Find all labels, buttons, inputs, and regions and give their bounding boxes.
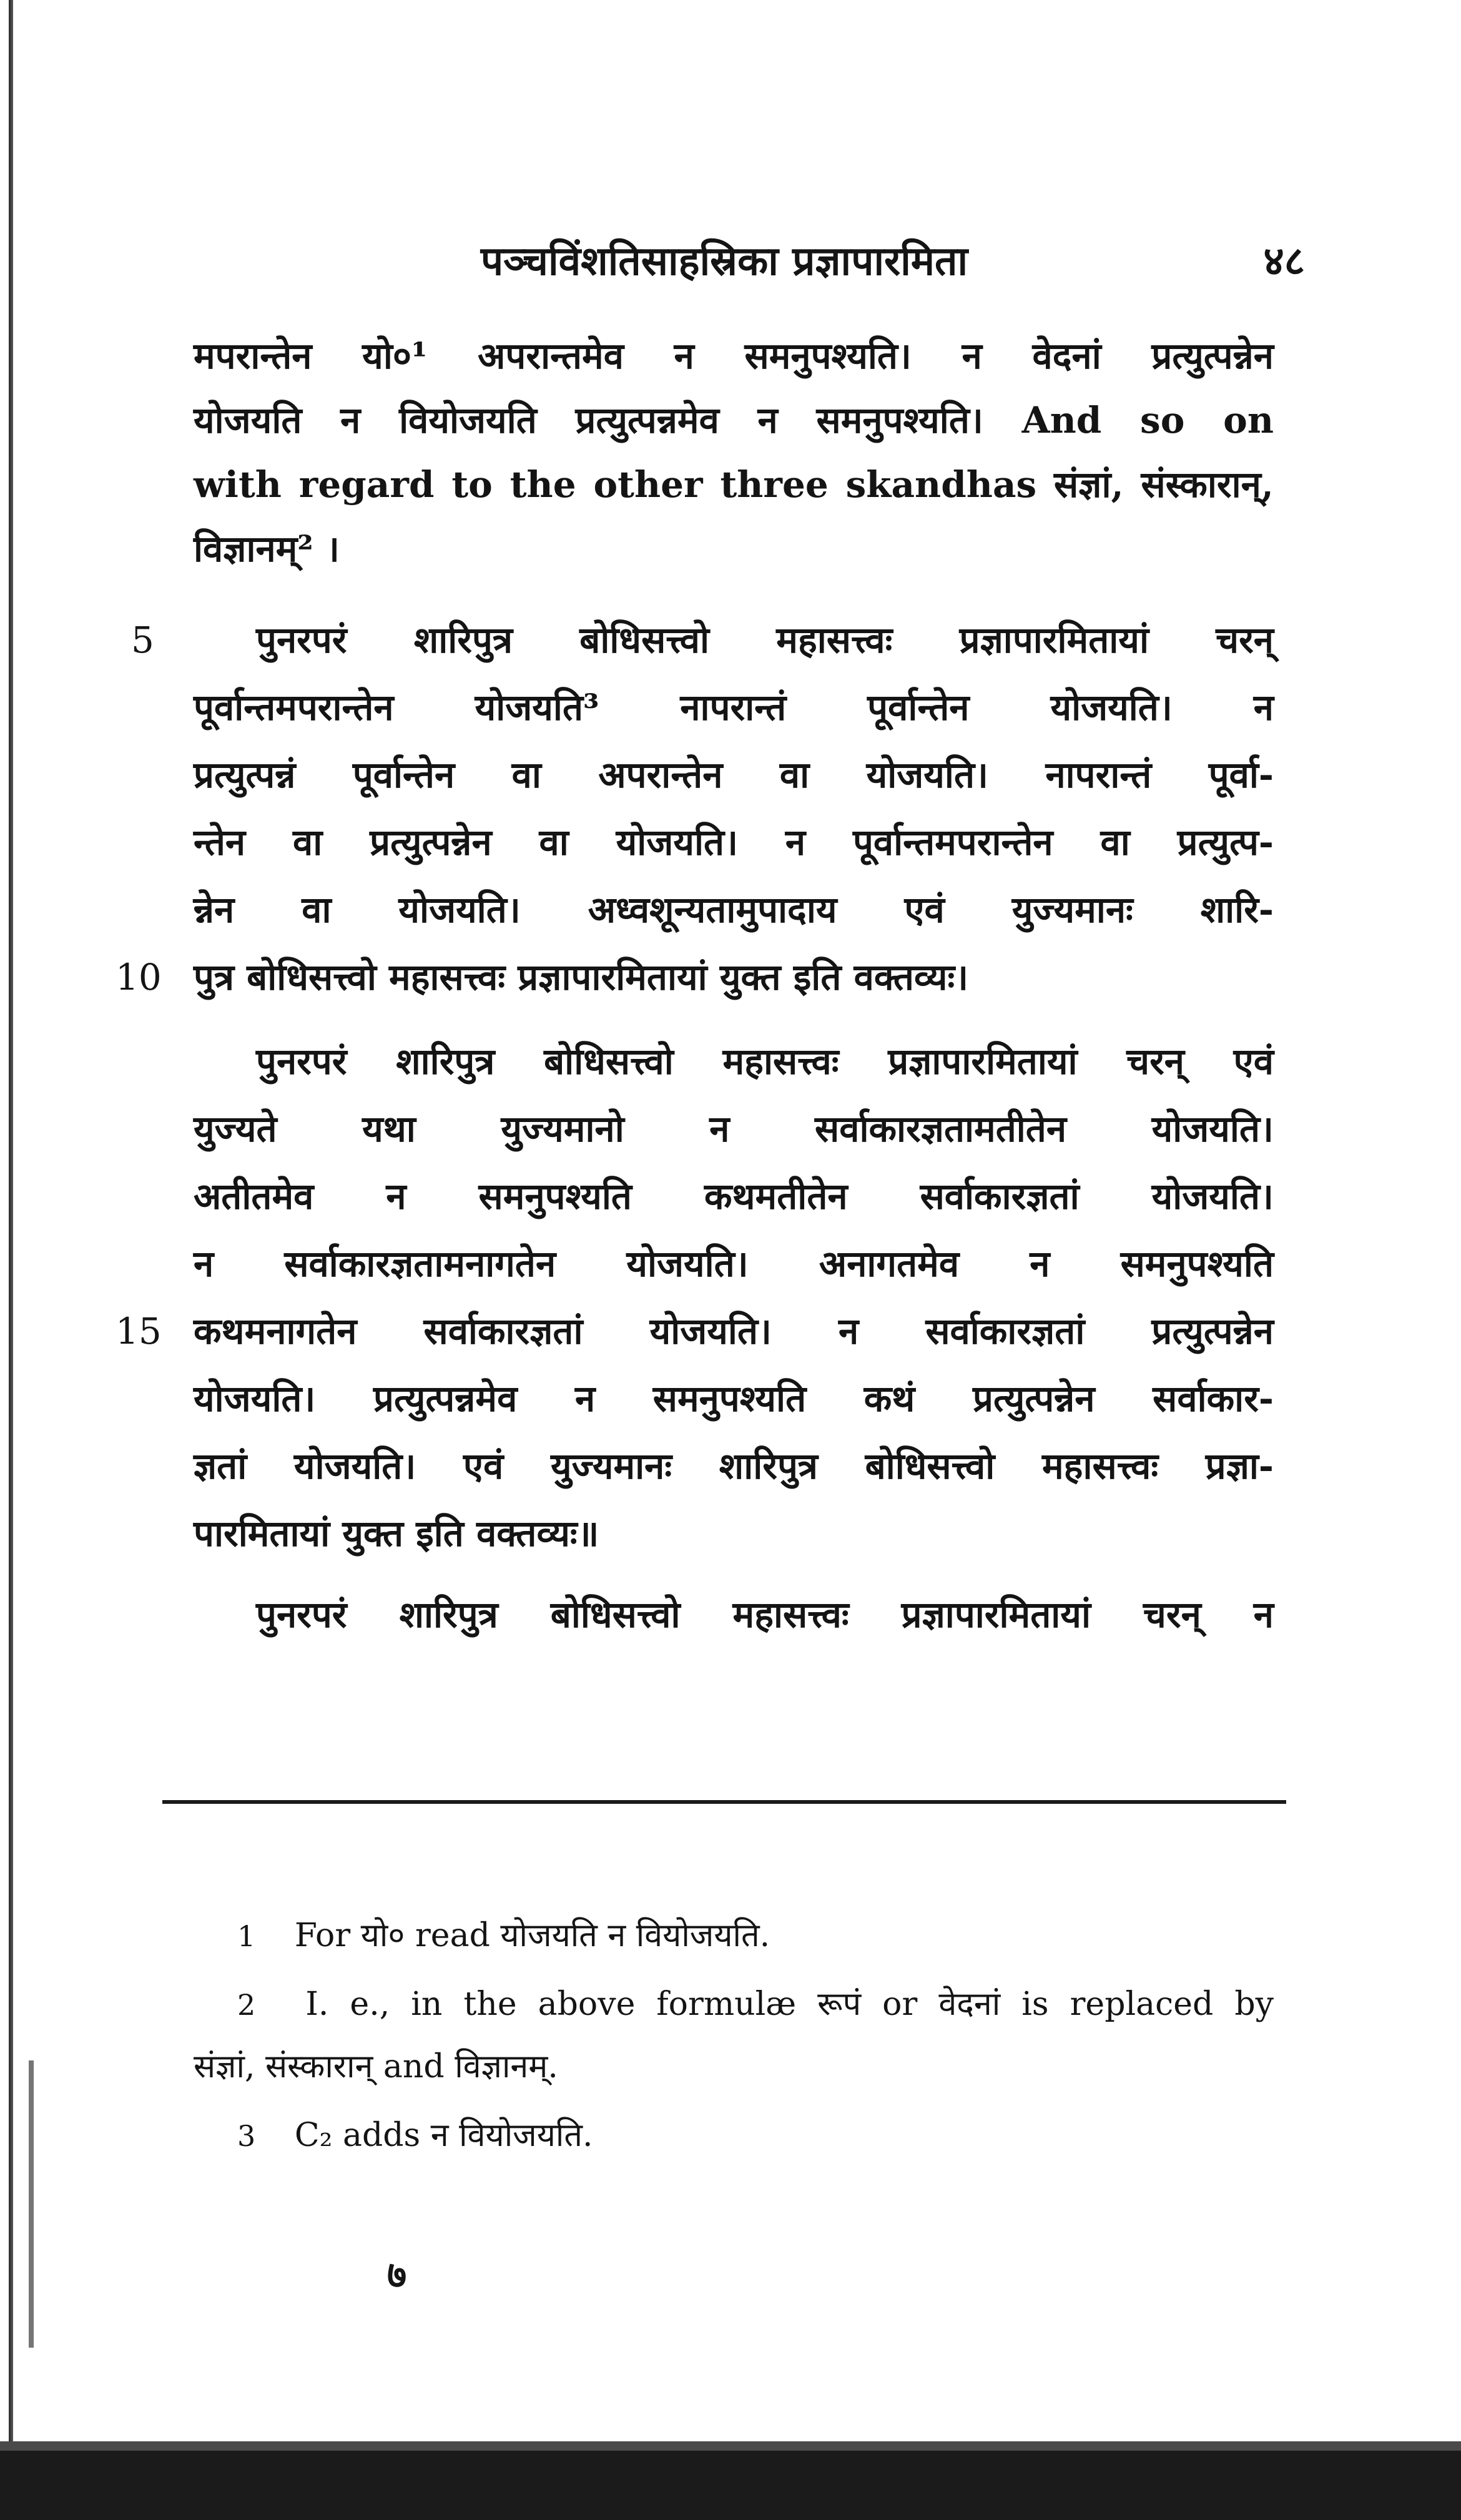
body-line: पुत्र बोधिसत्त्वो महासत्त्वः प्रज्ञापारमितायां युक्त इति वक्तव्यः।	[194, 956, 969, 998]
footnote-text: संज्ञां, संस्कारान् and विज्ञानम्.	[194, 2048, 558, 2085]
footnote-rule	[162, 1800, 1286, 1804]
body-line: पूर्वान्तमपरान्तेन योजयति³ नापरान्तं पूर्वान्तेन योजयति। न	[194, 686, 1274, 729]
scan-bottom-edge	[0, 2451, 1461, 2520]
body-line: विज्ञानम्² ।	[194, 528, 340, 570]
paragraph-start-line: पुनरपरं शारिपुत्र बोधिसत्त्वो महासत्त्वः प्रज्ञापारमितायां चरन्	[256, 619, 1274, 661]
running-header-title: पञ्चविंशतिसाहस्रिका प्रज्ञापारमिता	[480, 238, 968, 285]
body-line: न्तेन वा प्रत्युत्पन्नेन वा योजयति। न पूर्वान्तमपरान्तेन वा प्रत्युत्प-	[194, 821, 1274, 864]
body-line: मपरान्तेन यो०¹ अपरान्तमेव न समनुपश्यति। न वेदनां प्रत्युत्पन्नेन	[194, 335, 1274, 377]
page-left-edge	[9, 0, 13, 2520]
signature-mark: ७	[387, 2253, 407, 2297]
body-line: अतीतमेव न समनुपश्यति कथमतीतेन सर्वाकारज्ञतां योजयति।	[194, 1175, 1274, 1218]
footnote-3	[237, 2110, 1274, 2160]
paragraph-start-line: पुनरपरं शारिपुत्र बोधिसत्त्वो महासत्त्वः प्रज्ञापारमितायां चरन् एवं	[256, 1040, 1274, 1083]
page-binding-shadow	[29, 2060, 34, 2348]
page-number: ४८	[1263, 238, 1305, 285]
footnote-number: 1	[237, 1919, 285, 1953]
footnote-2-continued	[194, 2042, 1274, 2092]
body-line: न सर्वाकारज्ञतामनागतेन योजयति। अनागतमेव न समनुपश्यति	[194, 1243, 1274, 1285]
footnote-number: 3	[237, 2119, 285, 2153]
footnote-text: I. e., in the above formulæ रूपं or वेदनां is replaced by	[305, 1986, 1274, 2023]
footnote-1	[237, 1911, 1274, 1961]
body-line: न्नेन वा योजयति। अध्वशून्यतामुपादाय एवं युज्यमानः शारि-	[194, 888, 1274, 931]
line-number-5: 5	[131, 619, 154, 661]
footnote-text: C₂ adds न वियोजयति.	[294, 2117, 593, 2154]
body-line: पारमितायां युक्त इति वक्तव्यः॥	[194, 1512, 599, 1555]
body-line: योजयति न वियोजयति प्रत्युत्पन्नमेव न समनुपश्यति। And so on	[194, 399, 1274, 441]
paragraph-start-line: पुनरपरं शारिपुत्र बोधिसत्त्वो महासत्त्वः प्रज्ञापारमितायां चरन् न	[256, 1593, 1274, 1636]
line-number-10: 10	[116, 956, 162, 998]
footnote-2	[237, 1979, 1274, 2029]
line-number-15: 15	[116, 1310, 162, 1352]
footnote-text: For यो० read योजयति न वियोजयति.	[294, 1917, 770, 1954]
body-line: प्रत्युत्पन्नं पूर्वान्तेन वा अपरान्तेन वा योजयति। नापरान्तं पूर्वा-	[194, 754, 1274, 796]
footnote-number: 2	[237, 1988, 285, 2022]
body-line: योजयति। प्रत्युत्पन्नमेव न समनुपश्यति कथं प्रत्युत्पन्नेन सर्वाकार-	[194, 1377, 1274, 1420]
body-line: कथमनागतेन सर्वाकारज्ञतां योजयति। न सर्वाकारज्ञतां प्रत्युत्पन्नेन	[194, 1310, 1274, 1352]
body-line: युज्यते यथा युज्यमानो न सर्वाकारज्ञतामतीतेन योजयति।	[194, 1108, 1274, 1150]
body-line: with regard to the other three skandhas संज्ञां, संस्कारान्,	[194, 463, 1274, 506]
body-line: ज्ञतां योजयति। एवं युज्यमानः शारिपुत्र बोधिसत्त्वो महासत्त्वः प्रज्ञा-	[194, 1445, 1274, 1487]
